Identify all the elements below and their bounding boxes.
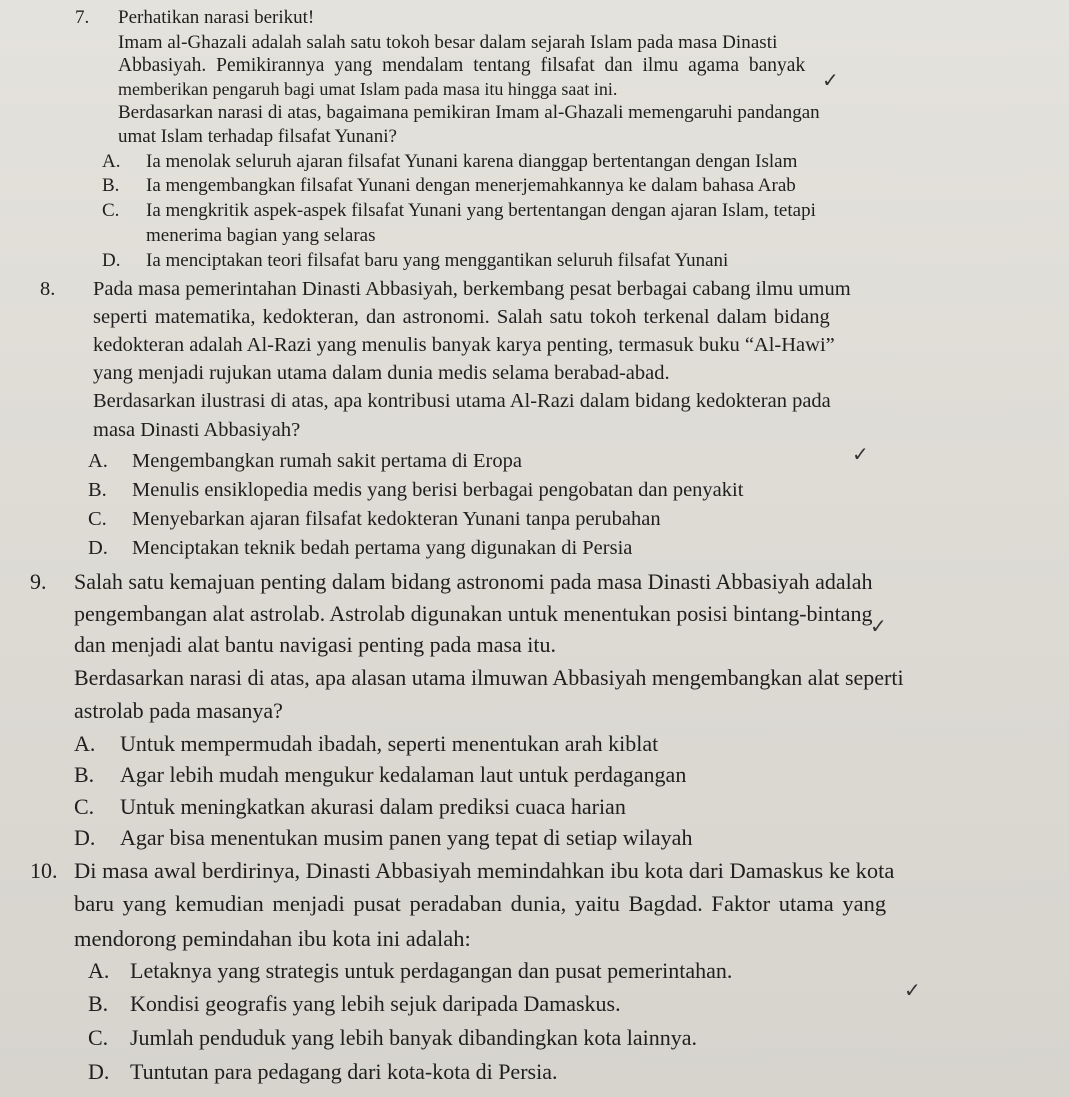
q10-option-a: Letaknya yang strategis untuk perdagangan dan pusat pemerintahan. [130,958,733,983]
q9-option-a-letter: A. [74,731,96,756]
q7-option-c-1: Ia mengkritik aspek-aspek filsafat Yunani yang bertentangan dengan ajaran Islam, tetapi [146,200,816,221]
q9-option-b-letter: B. [74,762,95,787]
q10-number: 10. [30,858,58,883]
q9-narrative-3: dan menjadi alat bantu navigasi penting pada masa itu. [74,632,557,657]
q8-option-c: Menyebarkan ajaran filsafat kedokteran Yunani tanpa perubahan [132,508,661,530]
q8-option-b: Menulis ensiklopedia medis yang berisi berbagai pengobatan dan penyakit [132,479,744,501]
q7-option-d: Ia menciptakan teori filsafat baru yang menggantikan seluruh filsafat Yunani [146,250,729,271]
q9-option-a: Untuk mempermudah ibadah, seperti menentukan arah kiblat [120,731,659,756]
q8-narrative-2: seperti matematika, kedokteran, dan astronomi. Salah satu tokoh terkenal dalam bidang [93,306,830,328]
q8-narrative-1: Pada masa pemerintahan Dinasti Abbasiyah, berkembang pesat berbagai cabang ilmu umum [93,278,851,300]
q7-intro: Perhatikan narasi berikut! [118,7,315,28]
q7-narrative-2: Abbasiyah. Pemikirannya yang mendalam tentang filsafat dan ilmu agama banyak [118,55,806,76]
q9-narrative-2: pengembangan alat astrolab. Astrolab digunakan untuk menentukan posisi bintang-bintang [74,601,873,626]
q10-narrative-1: Di masa awal berdirinya, Dinasti Abbasiyah memindahkan ibu kota dari Damaskus ke kota [74,858,895,883]
q8-option-d-letter: D. [88,537,108,559]
handwritten-check-icon-q10: ✓ [904,978,921,1002]
q7-option-a-letter: A. [102,151,121,172]
q9-option-c: Untuk meningkatkan akurasi dalam prediksi cuaca harian [120,794,626,819]
q8-narrative-4: yang menjadi rujukan utama dalam dunia medis selama berabad-abad. [93,362,670,384]
q8-option-a: Mengembangkan rumah sakit pertama di Eropa [132,450,522,472]
q8-option-d: Menciptakan teknik bedah pertama yang digunakan di Persia [132,537,633,559]
q9-option-d-letter: D. [74,825,96,850]
q7-narrative-3: memberikan pengaruh bagi umat Islam pada masa itu hingga saat ini. [118,79,618,99]
q10-option-b-letter: B. [88,991,109,1016]
q7-option-c-2: menerima bagian yang selaras [146,225,376,246]
q8-number: 8. [40,278,56,300]
handwritten-check-icon-q8: ✓ [852,442,869,466]
q7-option-b: Ia mengembangkan filsafat Yunani dengan menerjemahkannya ke dalam bahasa Arab [146,175,796,196]
q8-question-2: masa Dinasti Abbasiyah? [93,419,301,441]
q8-option-a-letter: A. [88,450,108,472]
q8-narrative-3: kedokteran adalah Al-Razi yang menulis banyak karya penting, termasuk buku “Al-Hawi” [93,334,835,356]
q7-option-d-letter: D. [102,250,121,271]
q8-option-c-letter: C. [88,508,107,530]
q7-option-a: Ia menolak seluruh ajaran filsafat Yunani karena dianggap bertentangan dengan Islam [146,151,798,172]
q7-narrative-1: Imam al-Ghazali adalah salah satu tokoh besar dalam sejarah Islam pada masa Dinasti [118,32,778,53]
q9-question-1: Berdasarkan narasi di atas, apa alasan utama ilmuwan Abbasiyah mengembangkan alat seperti [74,665,904,690]
q10-narrative-2: baru yang kemudian menjadi pusat peradaban dunia, yaitu Bagdad. Faktor utama yang [74,891,887,916]
q10-option-c-letter: C. [88,1025,109,1050]
handwritten-check-icon-q7: ✓ [822,68,839,92]
q8-option-b-letter: B. [88,479,107,501]
q7-question-2: umat Islam terhadap filsafat Yunani? [118,126,397,147]
q10-option-a-letter: A. [88,958,110,983]
q7-option-c-letter: C. [102,200,120,221]
q9-number: 9. [30,569,47,594]
q10-option-b: Kondisi geografis yang lebih sejuk daripada Damaskus. [130,991,621,1016]
q10-narrative-3: mendorong pemindahan ibu kota ini adalah: [74,926,471,951]
q7-option-b-letter: B. [102,175,120,196]
q9-narrative-1: Salah satu kemajuan penting dalam bidang astronomi pada masa Dinasti Abbasiyah adalah [74,569,873,594]
q10-option-c: Jumlah penduduk yang lebih banyak dibandingkan kota lainnya. [130,1025,697,1050]
q8-question-1: Berdasarkan ilustrasi di atas, apa kontribusi utama Al-Razi dalam bidang kedokteran pada [93,390,831,412]
q7-number: 7. [75,7,90,28]
q9-option-c-letter: C. [74,794,95,819]
q9-option-d: Agar bisa menentukan musim panen yang tepat di setiap wilayah [120,825,693,850]
handwritten-check-icon-q9: ✓ [870,614,887,638]
q7-question-1: Berdasarkan narasi di atas, bagaimana pemikiran Imam al-Ghazali memengaruhi pandangan [118,102,820,123]
q9-option-b: Agar lebih mudah mengukur kedalaman laut untuk perdagangan [120,762,687,787]
q10-option-d-letter: D. [88,1059,110,1084]
q10-option-d: Tuntutan para pedagang dari kota-kota di Persia. [130,1059,558,1084]
q9-question-2: astrolab pada masanya? [74,698,283,723]
